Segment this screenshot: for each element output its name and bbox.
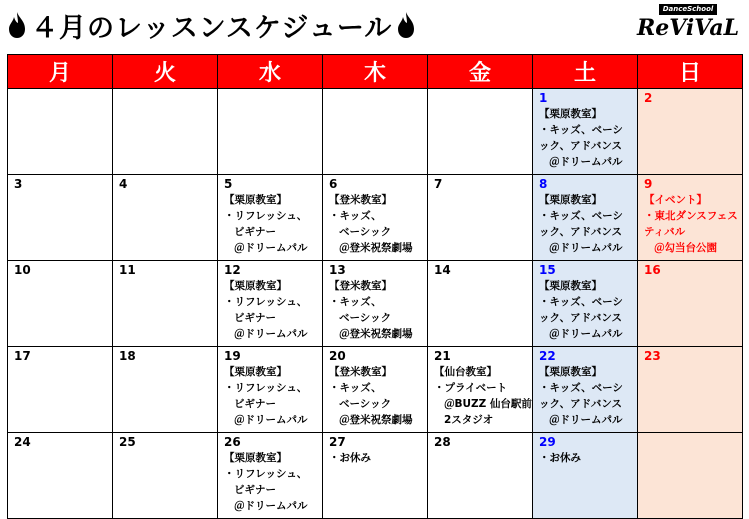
school-logo [632,4,744,46]
day-number: 17 [14,349,31,363]
week-row [8,433,743,519]
schedule-entry: ＠登米祝祭劇場 [339,242,413,254]
schedule-entry: ＠ドリームパル [234,328,308,340]
calendar-day-cell [428,89,533,175]
day-number: 16 [644,263,661,277]
schedule-entry: 【栗原教室】 [539,194,602,206]
schedule-entry: ・リフレッシュ、 [224,382,308,394]
week-row [8,347,743,433]
calendar-day-cell [323,347,428,433]
schedule-entry: ＠ドリームパル [234,500,308,512]
day-number: 29 [539,435,556,449]
calendar-day-cell [323,261,428,347]
schedule-entry: ・リフレッシュ、 [224,296,308,308]
calendar-day-cell [218,433,323,519]
schedule-entry: ＠ドリームパル [549,156,623,168]
calendar-day-cell [323,89,428,175]
day-number: 12 [224,263,241,277]
schedule-entry: ・キッズ、ベーシック、アドバンス [539,210,623,238]
weekday-header-row [8,55,743,89]
schedule-entry: ＠登米祝祭劇場 [339,328,413,340]
schedule-entry: ・リフレッシュ、 [224,468,308,480]
schedule-entry: ベーシック [339,398,392,410]
calendar-day-cell [638,89,743,175]
flame-icon [6,11,28,39]
schedule-entry: ・キッズ、ベーシック、アドバンス [539,124,623,152]
day-number: 20 [329,349,346,363]
weekday-header: 木 [323,55,428,89]
calendar-day-cell [428,175,533,261]
day-number [224,91,318,106]
day-number: 26 [224,435,241,449]
day-number: 27 [329,435,346,449]
schedule-entry: ＠ドリームパル [549,328,623,340]
day-number: 14 [434,263,451,277]
weekday-header: 金 [428,55,533,89]
schedule-entry: 【栗原教室】 [224,280,287,292]
schedule-entry: ・キッズ、ベーシック、アドバンス [539,296,623,324]
logo-big-text: ReViVaL [636,15,740,41]
schedule-entry: ・キッズ、ベーシック、アドバンス [539,382,623,410]
calendar-day-cell [638,261,743,347]
day-number: 10 [14,263,31,277]
calendar-day-cell [428,261,533,347]
schedule-entry: 【イベント】 [644,194,707,206]
schedule-entry: ・お休み [539,452,581,464]
calendar-day-cell [218,175,323,261]
weekday-header: 水 [218,55,323,89]
schedule-entry: 【登米教室】 [329,194,392,206]
week-row [8,175,743,261]
calendar-day-cell [8,261,113,347]
day-number: 23 [644,349,661,363]
day-number: 22 [539,349,556,363]
calendar-day-cell [638,175,743,261]
page-title-text: ４月のレッスンスケジュール [31,12,393,44]
schedule-entry: ベーシック [339,312,392,324]
page-title [6,5,417,45]
schedule-entry: ビギナー [234,484,276,496]
calendar-day-cell [428,433,533,519]
schedule-entry: ＠ドリームパル [549,414,623,426]
schedule-entry: 【栗原教室】 [224,194,287,206]
schedule-entry: ＠ドリームパル [234,414,308,426]
calendar-day-cell [218,347,323,433]
schedule-entry: ・東北ダンスフェスティバル [644,210,738,238]
calendar-day-cell [533,261,638,347]
weekday-header: 日 [638,55,743,89]
weekday-header: 月 [8,55,113,89]
day-number: 9 [644,177,653,191]
schedule-entry: ・キッズ、 [329,296,382,308]
day-number: 5 [224,177,233,191]
day-number: 11 [119,263,136,277]
day-number [119,91,213,106]
schedule-entry: ・プライベート [434,382,508,394]
schedule-entry: 【登米教室】 [329,280,392,292]
schedule-entry: 【栗原教室】 [224,452,287,464]
calendar-day-cell [8,175,113,261]
schedule-entry: ・キッズ、 [329,210,382,222]
calendar-day-cell [428,347,533,433]
calendar-day-cell [218,261,323,347]
day-number: 28 [434,435,451,449]
week-row [8,261,743,347]
day-number: 18 [119,349,136,363]
day-number [434,91,528,106]
calendar-day-cell [533,347,638,433]
schedule-entry: 【登米教室】 [329,366,392,378]
day-number: 2 [644,91,653,105]
schedule-entry: ・お休み [329,452,371,464]
calendar-day-cell [8,433,113,519]
calendar-day-cell [218,89,323,175]
schedule-entry: ビギナー [234,398,276,410]
calendar-table [7,54,743,519]
schedule-entry: 【栗原教室】 [539,280,602,292]
day-number: 13 [329,263,346,277]
calendar-day-cell [323,433,428,519]
schedule-entry: ＠ドリームパル [234,242,308,254]
week-row [8,89,743,175]
day-number: 3 [14,177,23,191]
day-number [644,435,738,450]
calendar-day-cell [8,347,113,433]
calendar-day-cell [638,347,743,433]
calendar-day-cell [113,261,218,347]
calendar-day-cell [113,89,218,175]
day-number: 25 [119,435,136,449]
weekday-header: 土 [533,55,638,89]
page-header [0,0,749,52]
calendar-day-cell [113,175,218,261]
day-number: 15 [539,263,556,277]
schedule-entry: ベーシック [339,226,392,238]
calendar-day-cell [113,347,218,433]
calendar-day-cell [533,433,638,519]
logo-small-text: DanceSchool [659,4,717,15]
schedule-entry: ＠BUZZ 仙台駅前 [444,398,532,410]
calendar-day-cell [8,89,113,175]
schedule-entry: 【仙台教室】 [434,366,497,378]
calendar-day-cell [533,175,638,261]
schedule-entry: ＠登米祝祭劇場 [339,414,413,426]
day-number: 7 [434,177,443,191]
day-number: 19 [224,349,241,363]
calendar-day-cell [323,175,428,261]
schedule-entry: 【栗原教室】 [539,108,602,120]
calendar-body [8,89,743,519]
day-number [14,91,108,106]
calendar-day-cell [533,89,638,175]
day-number: 8 [539,177,548,191]
day-number: 6 [329,177,338,191]
schedule-entry: 2スタジオ [444,414,494,426]
day-number [329,91,423,106]
day-number: 1 [539,91,548,105]
day-number: 24 [14,435,31,449]
calendar-day-cell [113,433,218,519]
schedule-entry: 【栗原教室】 [539,366,602,378]
schedule-entry: ビギナー [234,226,276,238]
flame-icon [395,11,417,39]
day-number: 4 [119,177,128,191]
schedule-entry: ・キッズ、 [329,382,382,394]
schedule-entry: ＠勾当台公園 [654,242,717,254]
day-number: 21 [434,349,451,363]
schedule-entry: ・リフレッシュ、 [224,210,308,222]
schedule-entry: ビギナー [234,312,276,324]
schedule-entry: 【栗原教室】 [224,366,287,378]
weekday-header: 火 [113,55,218,89]
calendar-day-cell [638,433,743,519]
schedule-entry: ＠ドリームパル [549,242,623,254]
